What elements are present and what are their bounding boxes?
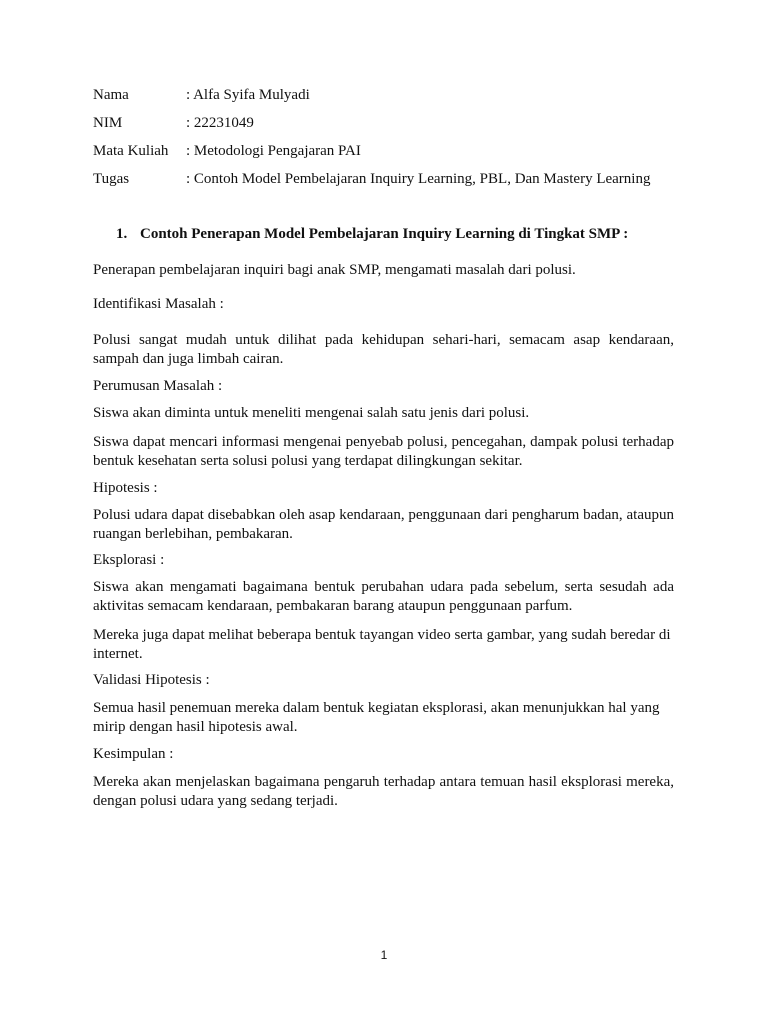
header-row-tugas [93, 170, 693, 198]
header-row-nama [93, 86, 693, 114]
header-value: : 22231049 [186, 115, 254, 131]
header-label: Tugas [93, 171, 130, 187]
header-row-mata-kuliah [93, 142, 693, 170]
section-number: 1. [116, 226, 128, 242]
paragraph-validasi: Semua hasil penemuan mereka dalam bentuk kegiatan eksplorasi, akan menunjukkan hal yang mirip dengan hasil hipotesis awal. [93, 700, 660, 735]
intro-paragraph: Penerapan pembelajaran inquiri bagi anak SMP, mengamati masalah dari polusi. [93, 262, 576, 278]
paragraph-hipotesis: Polusi udara dapat disebabkan oleh asap kendaraan, penggunaan dari pengharum badan, ataupun ruangan berlebihan, pembakaran. [93, 507, 674, 542]
subheading-identifikasi: Identifikasi Masalah : [93, 296, 224, 312]
subheading-kesimpulan: Kesimpulan : [93, 746, 174, 762]
header-label: NIM [93, 115, 123, 131]
paragraph-eksplorasi-2: Mereka juga dapat melihat beberapa bentuk tayangan video serta gambar, yang sudah beredar di internet. [93, 627, 671, 662]
paragraph-perumusan-2: Siswa dapat mencari informasi mengenai penyebab polusi, pencegahan, dampak polusi terhadap bentuk kesehatan serta solusi polusi yang terdapat dilingkungan sekitar. [93, 434, 674, 469]
section-title-text: Contoh Penerapan Model Pembelajaran Inquiry Learning di Tingkat SMP : [140, 226, 629, 242]
subheading-hipotesis: Hipotesis : [93, 480, 158, 496]
section-heading [116, 226, 628, 243]
header-value: : Alfa Syifa Mulyadi [186, 87, 310, 103]
paragraph-kesimpulan: Mereka akan menjelaskan bagaimana pengaruh terhadap antara temuan hasil eksplorasi mereka, dengan polusi udara yang sedang terjadi. [93, 774, 674, 809]
header-value: : Contoh Model Pembelajaran Inquiry Learning, PBL, Dan Mastery Learning [186, 171, 651, 187]
subheading-eksplorasi: Eksplorasi : [93, 552, 165, 568]
identity-header [93, 86, 693, 198]
header-value: : Metodologi Pengajaran PAI [186, 143, 361, 159]
paragraph-perumusan-1: Siswa akan diminta untuk meneliti mengenai salah satu jenis dari polusi. [93, 405, 530, 421]
header-label: Mata Kuliah [93, 143, 169, 159]
paragraph-eksplorasi-1: Siswa akan mengamati bagaimana bentuk perubahan udara pada sebelum, serta sesudah ada aktivitas semacam kendaraan, pembakaran barang ataupun penggunaan parfum. [93, 579, 674, 614]
header-label: Nama [93, 87, 129, 103]
subheading-perumusan: Perumusan Masalah : [93, 378, 223, 394]
subheading-validasi: Validasi Hipotesis : [93, 672, 210, 688]
header-row-nim [93, 114, 693, 142]
paragraph-identifikasi: Polusi sangat mudah untuk dilihat pada kehidupan sehari-hari, semacam asap kendaraan, sampah dan juga limbah cairan. [93, 332, 674, 367]
page-number: 1 [380, 948, 388, 962]
